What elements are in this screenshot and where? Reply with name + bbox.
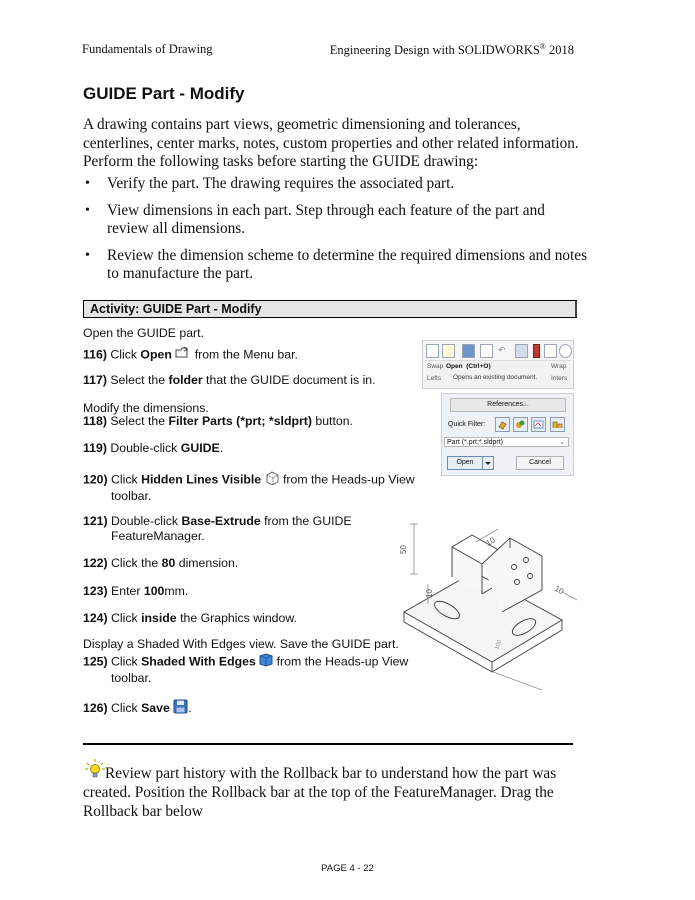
open-document-icon [442,344,455,358]
step-text: Enter [107,584,144,598]
open-button[interactable]: Open [447,456,483,470]
step-keyword: GUIDE [180,441,220,455]
options-gear-icon [559,344,572,358]
step-text: from the Menu bar. [191,347,298,362]
step-keyword: inside [141,611,177,625]
step-120 [83,471,415,504]
running-header-left: Fundamentals of Drawing [82,42,213,56]
step-text: Click [107,654,142,669]
step-text: Select the [106,373,169,387]
step-number: 124) [83,611,108,625]
tooltip-description: Opens an existing document. [453,374,538,381]
tooltip-command-name: Open [446,363,463,370]
step-number: 118) [83,414,107,428]
step-124 [83,611,297,626]
activity-title: Activity: GUIDE Part - Modify [90,302,262,316]
intro-paragraph: A drawing contains part views, geometric dimensioning and tolerances, centerlines, center marks, notes, custom properties and other related information. Perform the following tasks before starting the GUIDE drawing: [83,116,579,170]
step-121 [83,514,352,544]
step-text: Click the [107,556,162,570]
chevron-down-icon: ⌄ [559,439,565,446]
step-keyword: Hidden Lines Visible [141,472,262,487]
list-item [83,175,588,194]
tooltip-open-title [446,363,491,370]
step-text: Double-click [107,514,182,528]
step-123 [83,584,188,599]
step-keyword: Filter Parts (*prt; *sldprt) [168,414,312,428]
step-text: from the GUIDE [260,514,352,528]
quick-filter-label: Quick Filter: [448,421,486,428]
step-number: 123) [83,584,108,598]
step-number: 120) [83,472,108,487]
step-keyword: 100 [143,584,165,598]
step-118 [83,414,353,429]
file-properties-icon [544,344,557,358]
step-text-continued: toolbar. [111,489,152,503]
step-text: that the GUIDE document is in. [202,373,376,387]
menu-bar-screenshot [422,340,574,389]
tooltip-right-label: Wrap [551,363,567,370]
dim-10-right[interactable]: 10 [553,583,566,597]
step-text: mm. [164,584,189,598]
list-item [83,247,588,284]
step-number: 119) [83,441,107,455]
filter-parts-button[interactable] [495,417,510,432]
filter-assemblies-button[interactable] [513,417,528,432]
tooltip-left-label: Swap [427,363,444,370]
bullet-icon: • [85,202,90,218]
step-keyword: Open [140,347,172,362]
step-keyword: Base-Extrude [181,514,261,528]
step-keyword: folder [168,373,203,387]
save-document-icon [462,344,475,358]
task-list [83,175,588,292]
rollback-tip: Review part history with the Rollback bar to understand how the part was created. Position the Rollback bar at the top of the FeatureManager. Drag the Rollback bar below [83,765,557,820]
step-text: Click [107,611,142,625]
step-text: from the Heads-up View [279,472,415,487]
step-text: Double-click [106,441,181,455]
print-icon [480,344,493,358]
step-number: 116) [83,347,107,362]
header-registered-mark: ® [539,42,546,51]
dim-50[interactable]: 50 [399,545,408,554]
step-text: the Graphics window. [176,611,297,625]
hidden-lines-visible-icon [265,471,280,489]
step-keyword: Shaded With Edges [141,654,256,669]
step-126 [83,699,192,718]
filter-top-level-button[interactable] [550,417,565,432]
step-text: Click [107,472,142,487]
page-number: PAGE 4 - 22 [321,863,374,874]
open-folder-icon [175,346,191,364]
tooltip-left-label: Lefts [427,375,442,382]
step-116 [83,346,298,364]
running-header-right [330,42,574,58]
dim-100[interactable]: 100 [494,639,504,651]
save-icon [173,699,188,718]
open-dropdown-button[interactable] [482,456,494,470]
step-119 [83,441,223,456]
list-item-text: Verify the part. The drawing requires the associated part. [107,175,455,192]
step-keyword: 80 [161,556,176,570]
step-text: Select the [106,414,169,428]
new-document-icon [426,344,439,358]
guide-part-model [392,512,582,692]
shaded-with-edges-icon [259,653,273,671]
open-tooltip [425,360,571,387]
step-text: from the Heads-up View [273,654,409,669]
header-book-title: Engineering Design with SOLIDWORKS [329,43,540,58]
step-text: dimension. [175,556,239,570]
step-number: 121) [83,514,108,528]
section-title: GUIDE Part - Modify [83,84,245,103]
tooltip-shortcut: (Ctrl+O) [466,363,491,370]
step-number: 126) [83,700,108,715]
rebuild-icon [533,344,540,358]
step-text: Click [106,347,141,362]
references-button[interactable]: References... [450,398,566,412]
step-text: . [188,700,192,715]
step-text: . [219,441,224,455]
step-number: 125) [83,654,108,669]
filter-drawings-button[interactable] [531,417,546,432]
section-shaded-view: Display a Shaded With Edges view. Save the GUIDE part. [83,637,399,651]
dim-10-top[interactable]: 10 [484,535,497,548]
step-117 [83,373,376,388]
section-modify-dimensions: Modify the dimensions. [83,401,209,415]
section-open-part: Open the GUIDE part. [83,326,204,340]
list-item-text: Review the dimension scheme to determine the required dimensions and notes to manufacture the part. [107,246,588,282]
bullet-icon: • [85,176,90,191]
step-number: 122) [83,556,108,570]
step-125 [83,653,408,686]
banner-right-rule [575,301,577,317]
open-dialog-screenshot [441,393,574,476]
step-keyword: Save [141,700,170,715]
file-type-select[interactable] [444,437,569,447]
step-122 [83,556,238,571]
step-text-continued: toolbar. [111,671,152,685]
file-type-value: Part (*.prt;*.sldprt) [447,439,504,446]
header-year: 2018 [545,43,574,58]
section-divider [83,743,573,745]
list-item [83,202,588,239]
bullet-icon: • [85,247,90,263]
cancel-button[interactable]: Cancel [516,456,564,470]
undo-icon: ↶ [498,345,506,355]
select-icon [515,344,528,358]
step-number: 117) [83,373,107,387]
activity-banner [83,300,577,318]
list-item-text: View dimensions in each part. Step through each feature of the part and review all dimensions. [107,201,545,237]
step-text-continued: FeatureManager. [111,529,205,543]
step-text: button. [311,414,353,428]
tooltip-right-label: Inters [551,375,568,382]
dim-10-left[interactable]: 10 [425,589,434,598]
step-text: Click [107,700,142,715]
